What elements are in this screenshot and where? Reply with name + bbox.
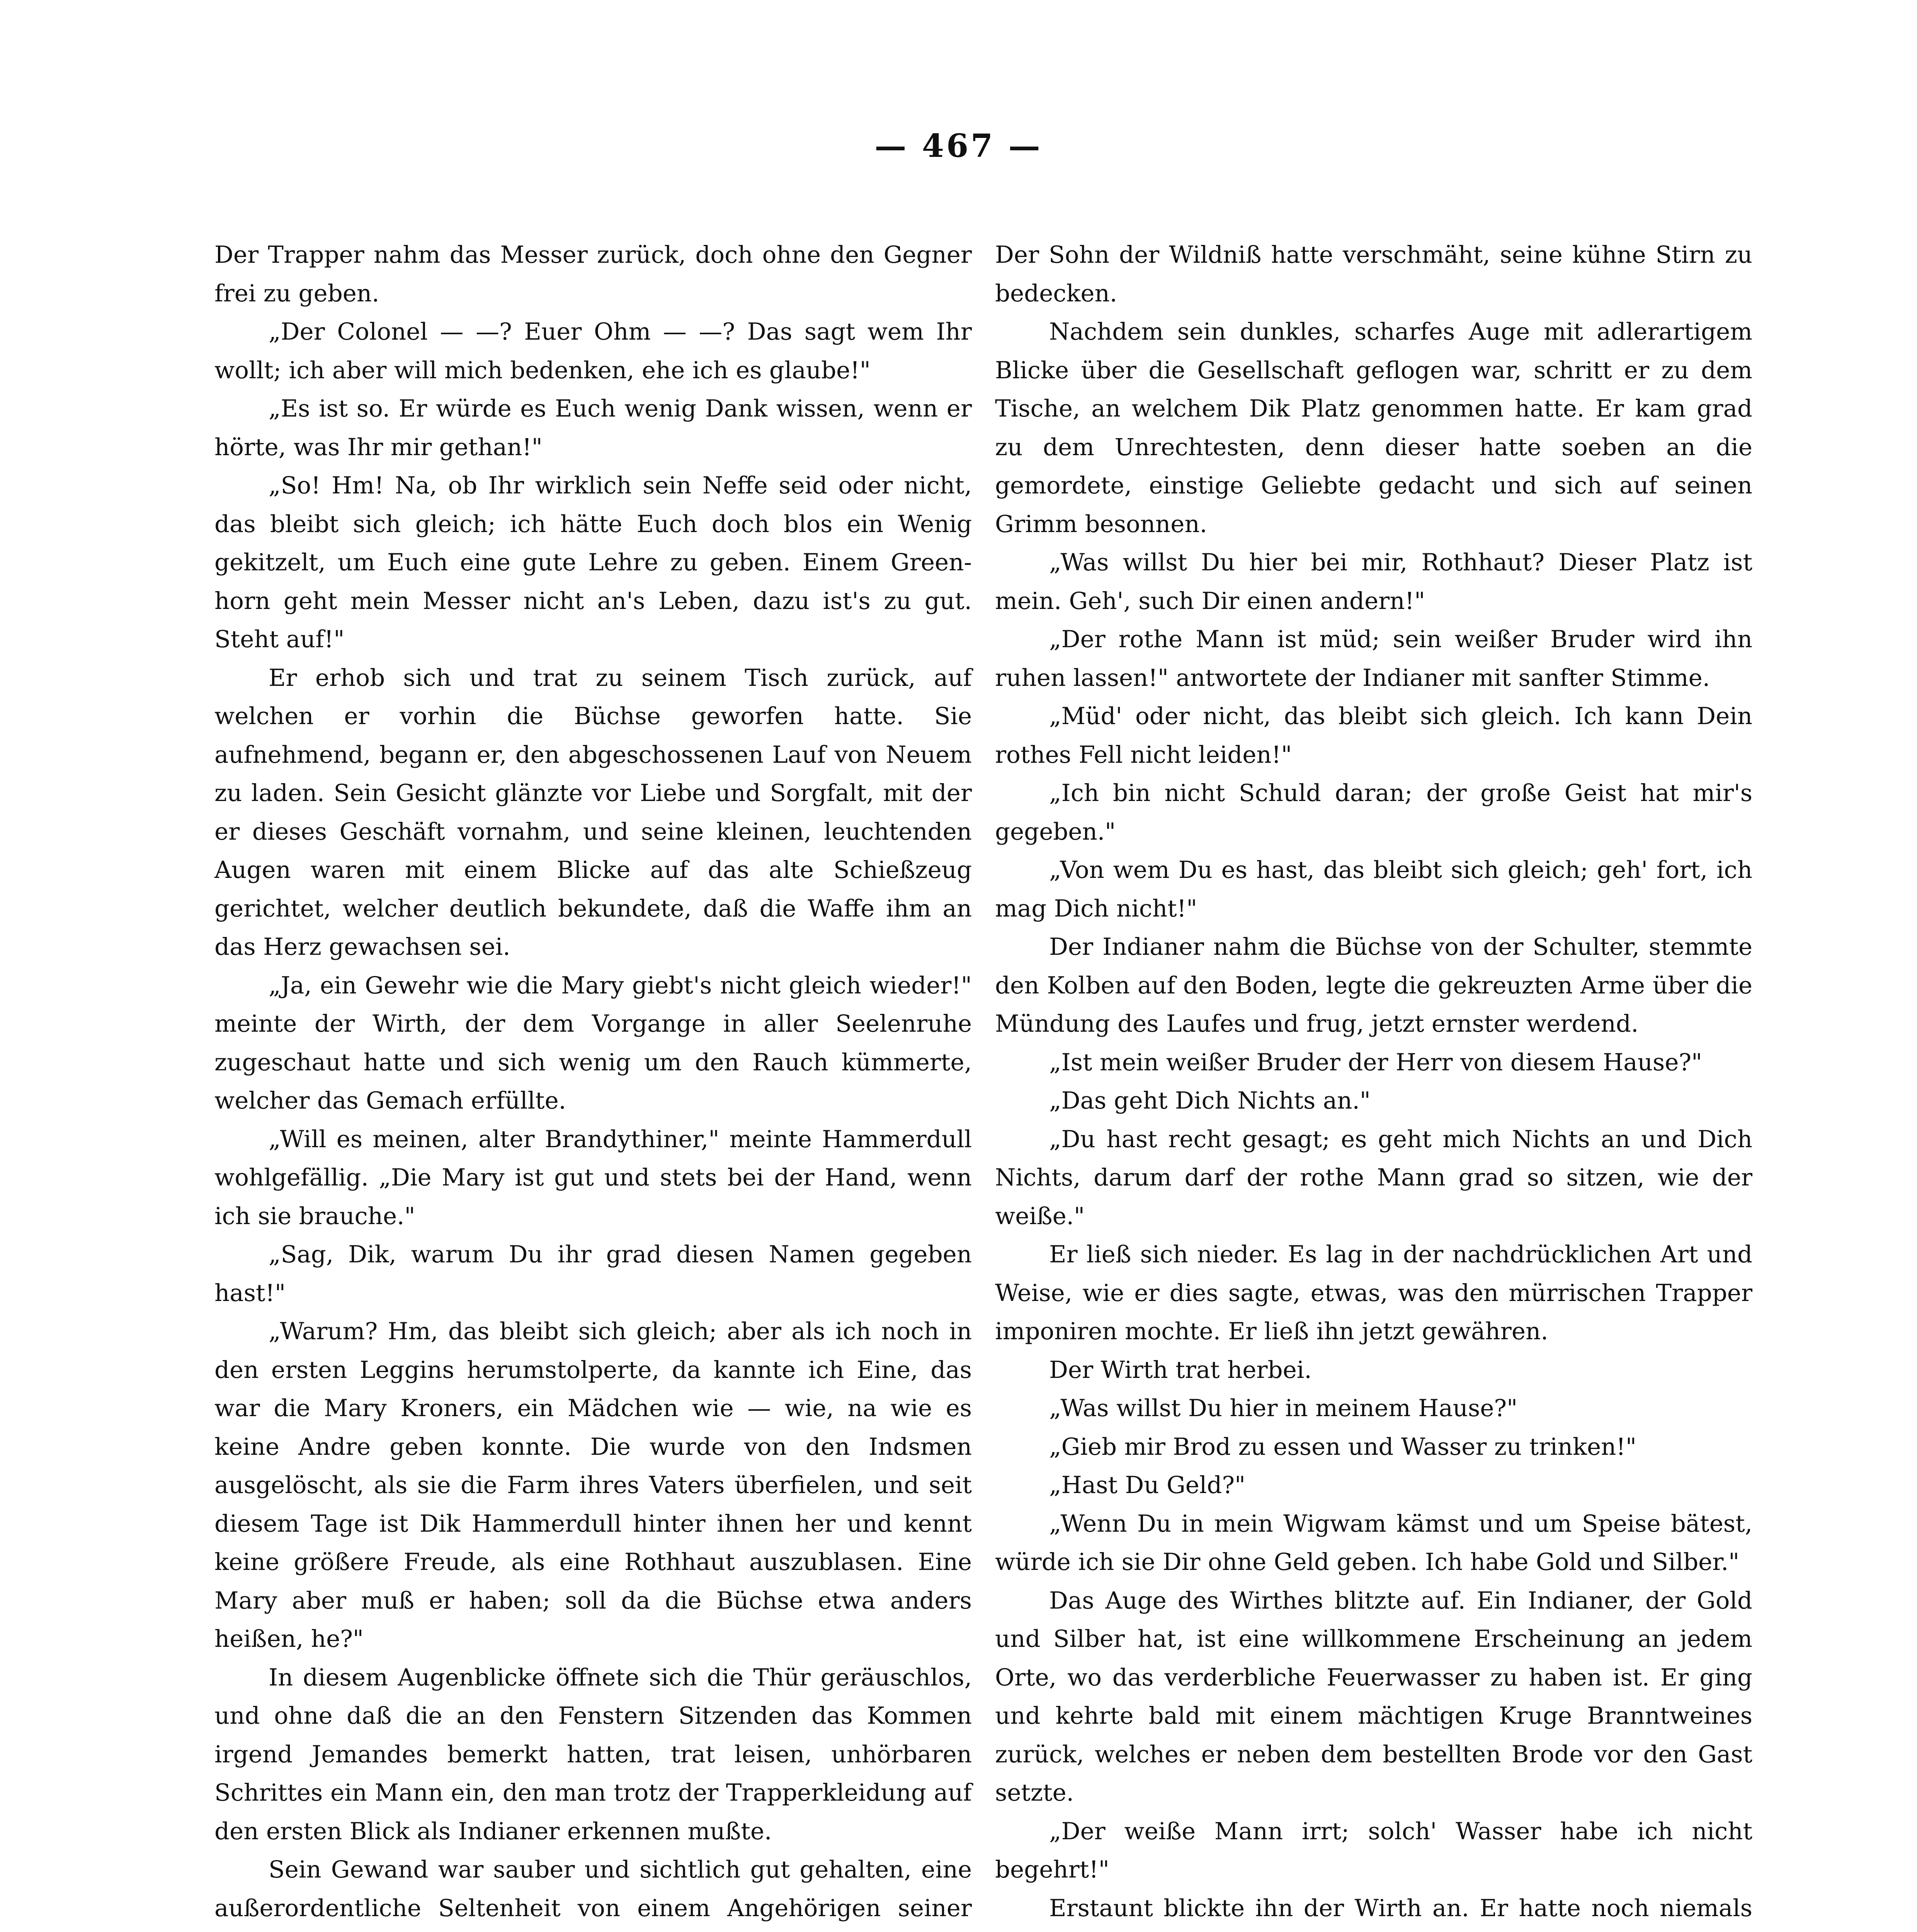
paragraph: „Das geht Dich Nichts an."	[1049, 1087, 1371, 1114]
paragraph: Sein Gewand war sauber und sichtlich gut gehalten, eine außerordentliche Seltenheit von einem Angehörigen seiner	[214, 1856, 972, 1922]
paragraph: Er ließ sich nieder. Es lag in der nachdrücklichen Art und Weise, wie er dies sagte, etwas, was den mürrischen Trapper imponiren mochte. Er ließ ihn jetzt gewähren.	[995, 1241, 1752, 1345]
paragraph: Das Auge des Wirthes blitzte auf. Ein Indianer, der Gold und Silber hat, ist eine willkommene Erscheinung an jedem Orte, wo das verderbliche Feuerwasser zu haben ist. Er ging und kehrte bald mit einem mächtigen Kruge Branntweines zurück, welches er neben dem bestellten Brode vor den Gast setzte.	[995, 1587, 1752, 1806]
paragraph: In diesem Augenblicke öffnete sich die Thür geräuschlos, und ohne daß die an den Fenstern Sitzenden das Kommen irgend Jemandes bemerkt hatten, trat leisen, unhörbaren Schrittes ein Mann ein, den man trotz der Trapperkleidung auf den ersten Blick als Indianer erkennen mußte.	[214, 1663, 972, 1845]
paragraph: „Der Colonel — —? Euer Ohm — —? Das sagt wem Ihr wollt; ich aber will mich bedenken, ehe ich es glaube!"	[214, 318, 972, 384]
paragraph: „Ja, ein Gewehr wie die Mary giebt's nicht gleich wieder!" meinte der Wirth, der dem Vorgange in aller Seelenruhe zugeschaut hatte und sich wenig um den Rauch kümmerte, welcher das Gemach erfüllte.	[214, 971, 972, 1114]
paragraph: Er erhob sich und trat zu seinem Tisch zurück, auf welchen er vorhin die Büchse geworfen hatte. Sie aufnehmend, begann er, den abgeschossenen Lauf von Neuem zu laden. Sein Gesicht glänzte vor Liebe und Sorgfalt, mit der er dieses Geschäft vornahm, und seine kleinen, leuchtenden Augen waren mit einem Blicke auf das alte Schießzeug gerichtet, welcher deutlich bekundete, daß die Waffe ihm an das Herz gewachsen sei.	[214, 664, 972, 961]
paragraph: „Der weiße Mann irrt; solch' Wasser habe ich nicht begehrt!"	[995, 1817, 1752, 1883]
paragraph: Der Indianer nahm die Büchse von der Schulter, stemmte den Kolben auf den Boden, legte die gekreuzten Arme über die Mündung des Laufes und frug, jetzt ernster werdend.	[995, 933, 1752, 1037]
paragraph: „Müd' oder nicht, das bleibt sich gleich. Ich kann Dein rothes Fell nicht leiden!"	[995, 702, 1752, 769]
page-number: — 467 —	[874, 128, 1043, 165]
paragraph: Der Sohn der Wildniß hatte verschmäht, seine kühne Stirn zu bedecken.	[995, 241, 1752, 307]
paragraph: „Der rothe Mann ist müd; sein weißer Bruder wird ihn ruhen lassen!" antwortete der Indianer mit sanfter Stimme.	[995, 626, 1752, 692]
paragraph: „Warum? Hm, das bleibt sich gleich; aber als ich noch in den ersten Leggins herumstolperte, da kannte ich Eine, das war die Mary Kroners, ein Mädchen wie — wie, na wie es keine Andre geben konnte. Die wurde von den Indsmen ausgelöscht, als sie die Farm ihres Vaters überfielen, und seit diesem Tage ist Dik Hammerdull hinter ihnen her und kennt keine größere Freude, als eine Rothhaut auszublasen. Eine Mary aber muß er haben; soll da die Büchse etwa anders heißen, he?"	[214, 1318, 972, 1653]
paragraph: Der Wirth trat herbei.	[1049, 1356, 1312, 1384]
paragraph: „Gieb mir Brod zu essen und Wasser zu trinken!"	[1049, 1433, 1636, 1461]
paragraph: „Was willst Du hier bei mir, Rothhaut? Dieser Platz ist mein. Geh', such Dir einen andern!"	[995, 549, 1752, 615]
paragraph: „Will es meinen, alter Brandythiner," meinte Hammerdull wohlgefällig. „Die Mary ist gut und stets bei der Hand, wenn ich sie brauche."	[214, 1125, 972, 1230]
paragraph: „Hast Du Geld?"	[1049, 1471, 1246, 1499]
paragraph: „Ist mein weißer Bruder der Herr von diesem Hause?"	[1049, 1048, 1703, 1076]
paragraph: Der Trapper nahm das Messer zurück, doch ohne den Gegner frei zu geben.	[214, 241, 972, 307]
paragraph: „Sag, Dik, warum Du ihr grad diesen Namen gegeben hast!"	[214, 1241, 972, 1307]
paragraph: „Ich bin nicht Schuld daran; der große Geist hat mir's gegeben."	[995, 779, 1752, 845]
paragraph: „Es ist so. Er würde es Euch wenig Dank wissen, wenn er hörte, was Ihr mir gethan!"	[214, 395, 972, 461]
paragraph: „Du hast recht gesagt; es geht mich Nichts an und Dich Nichts, darum darf der rothe Mann grad so sitzen, wie der weiße."	[995, 1125, 1752, 1230]
right-column	[995, 236, 1752, 1932]
paragraph: „Was willst Du hier in meinem Hause?"	[1049, 1395, 1518, 1422]
paragraph: „Wenn Du in mein Wigwam kämst und um Speise bätest, würde ich sie Dir ohne Geld geben. Ich habe Gold und Silber."	[995, 1510, 1752, 1576]
paragraph: Erstaunt blickte ihn der Wirth an. Er hatte noch niemals	[1049, 1894, 1752, 1922]
paragraph: „Von wem Du es hast, das bleibt sich gleich; geh' fort, ich mag Dich nicht!"	[995, 856, 1752, 922]
left-column	[214, 236, 972, 1932]
paragraph: Nachdem sein dunkles, scharfes Auge mit adlerartigem Blicke über die Gesellschaft geflogen war, schritt er zu dem Tische, an welchem Dik Platz genommen hatte. Er kam grad zu dem Unrechtesten, denn dieser hatte soeben an die gemordete, einstige Geliebte gedacht und sich auf seinen Grimm besonnen.	[995, 318, 1752, 538]
paragraph: „So! Hm! Na, ob Ihr wirklich sein Neffe seid oder nicht, das bleibt sich gleich; ich hätte Euch doch blos ein Wenig gekitzelt, um Euch eine gute Lehre zu geben. Einem Green-horn geht mein Messer nicht an's Leben, dazu ist's zu gut. Steht auf!"	[214, 472, 972, 653]
